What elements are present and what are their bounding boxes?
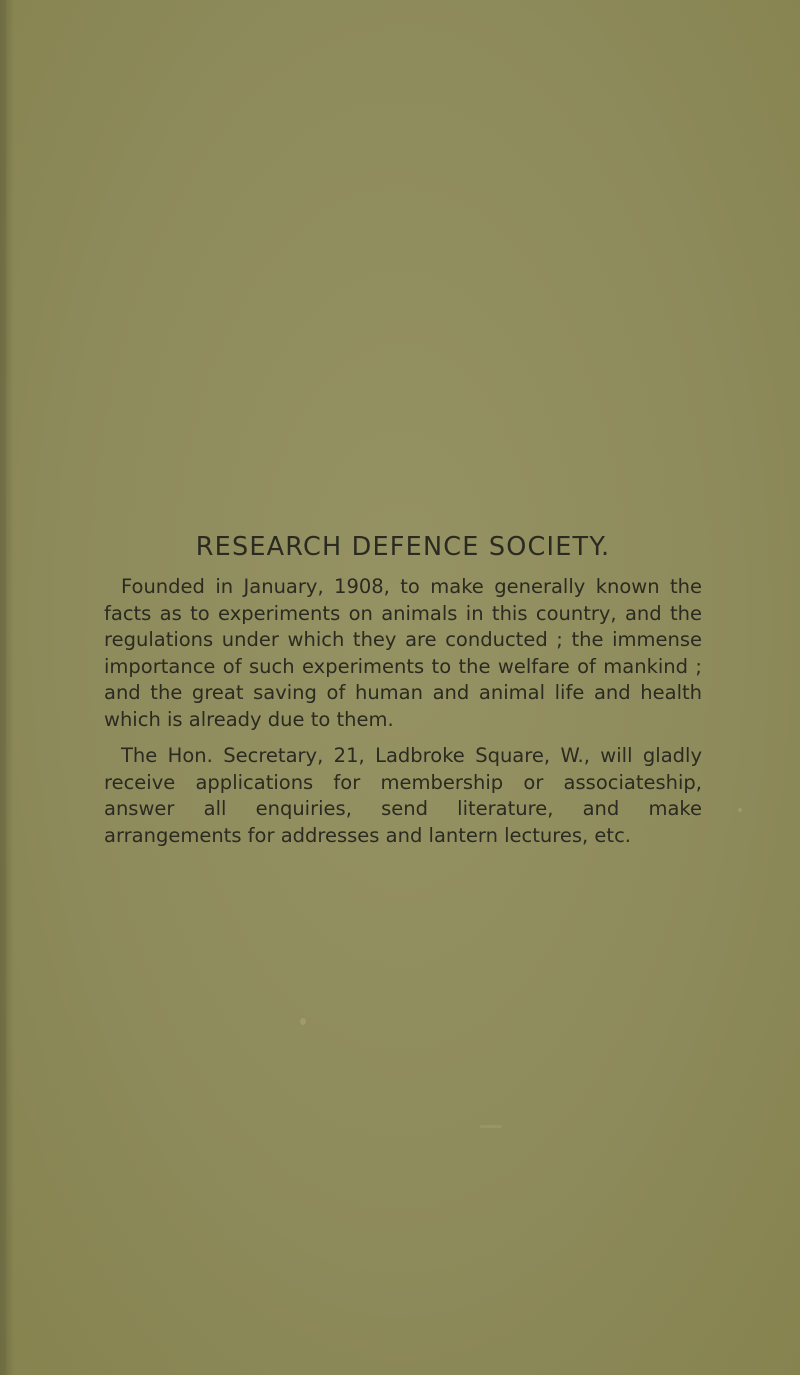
document-title: RESEARCH DEFENCE SOCIETY. bbox=[195, 532, 611, 562]
paragraph-founding: Founded in January, 1908, to make generally known the facts as to experiments on animals in this country, and the regulations under which they are conducted ; the immense importance of such experiments to the welfare of mankind ; and the great saving of human and animal life and health which is already due to them. bbox=[104, 575, 702, 731]
paragraph-secretary: The Hon. Secretary, 21, Ladbroke Square, W., will gladly receive applications for membership or associateship, answer all enquiries, send literature, and make arrangements for addresses and lantern lectures, etc. bbox=[104, 744, 702, 847]
document-body bbox=[104, 530, 702, 859]
paper-speck bbox=[738, 808, 742, 812]
paper-speck bbox=[300, 1018, 306, 1025]
page-edge-shadow bbox=[0, 0, 6, 1375]
paper-speck bbox=[480, 1125, 502, 1128]
